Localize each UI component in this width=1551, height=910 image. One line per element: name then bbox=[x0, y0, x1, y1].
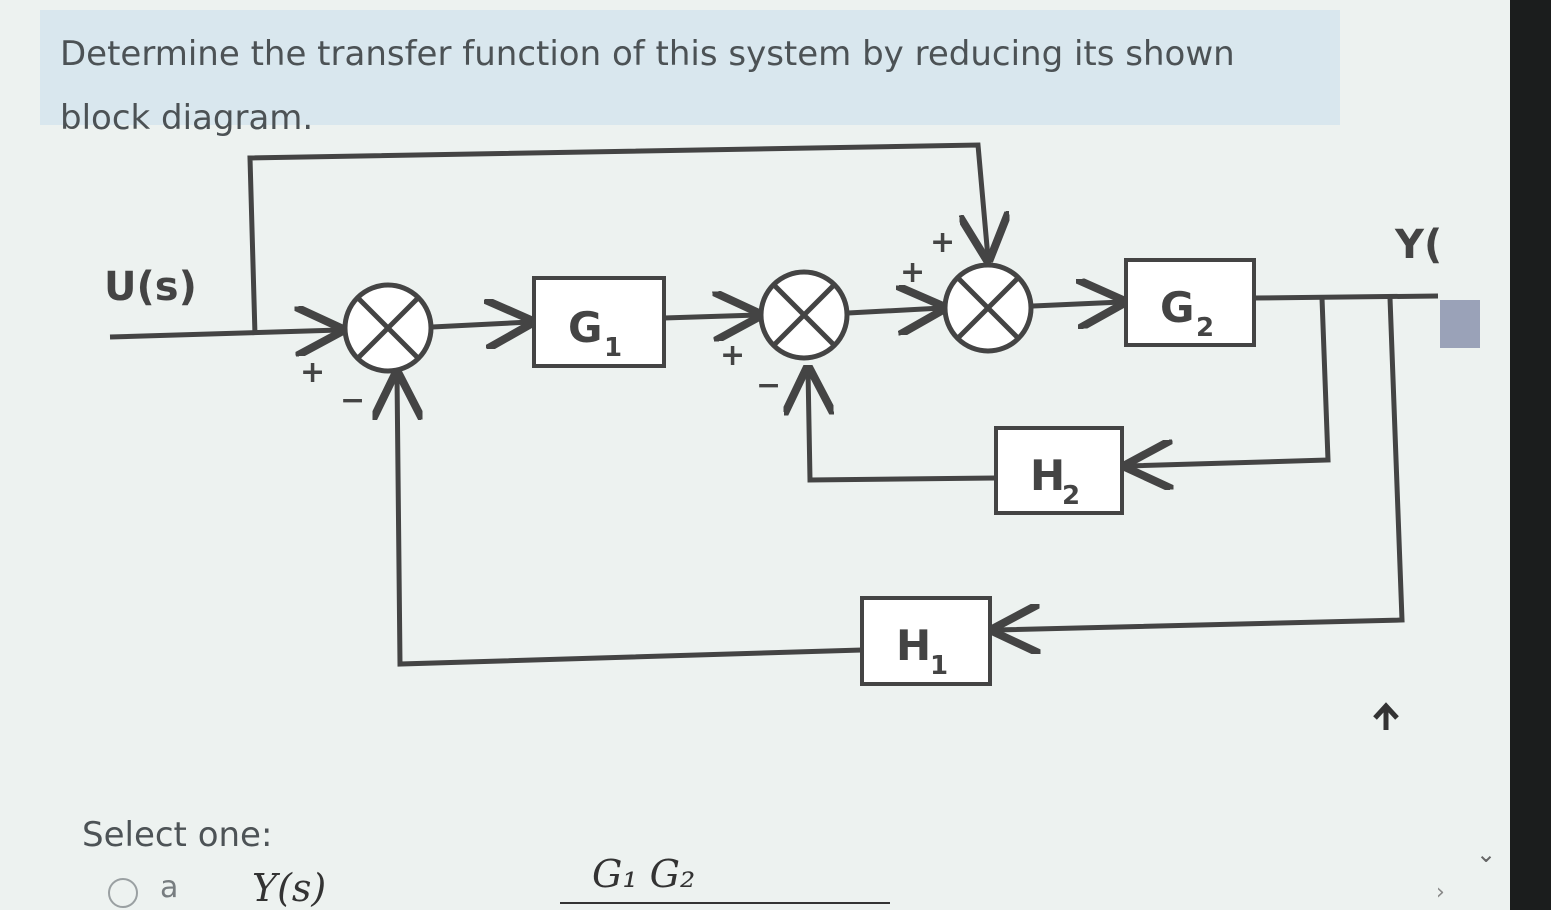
svg-text:G: G bbox=[1160, 283, 1195, 332]
output-label: Y( bbox=[1395, 222, 1443, 268]
summing-junction-1 bbox=[345, 285, 431, 371]
block-h1 bbox=[862, 598, 990, 684]
svg-text:2: 2 bbox=[1062, 481, 1081, 511]
sign-j2-minus: − bbox=[756, 368, 782, 403]
select-one-label: Select one: bbox=[82, 815, 273, 855]
block-h2 bbox=[996, 428, 1122, 513]
svg-text:2: 2 bbox=[1196, 313, 1215, 343]
sign-j1-minus: − bbox=[340, 383, 366, 418]
sign-j1-plus: + bbox=[300, 355, 326, 390]
chevron-down-icon[interactable]: ⌄ bbox=[1476, 840, 1497, 868]
svg-text:1: 1 bbox=[604, 333, 623, 363]
option-a-fraction-line bbox=[560, 902, 890, 904]
svg-text:H: H bbox=[1030, 451, 1066, 500]
sign-j3-plus-top: + bbox=[930, 225, 956, 260]
sign-j3-plus-left: + bbox=[900, 255, 926, 290]
svg-text:1: 1 bbox=[930, 651, 949, 681]
option-a-numerator: G₁ G₂ bbox=[592, 852, 696, 896]
summing-junction-2 bbox=[761, 272, 847, 358]
block-g1 bbox=[534, 278, 664, 366]
block-g2 bbox=[1126, 260, 1254, 345]
svg-text:G: G bbox=[568, 303, 603, 352]
summing-junction-3 bbox=[945, 265, 1031, 351]
option-a-radio[interactable] bbox=[108, 878, 138, 908]
question-text: Determine the transfer function of this system by reducing its shown block diagram. bbox=[60, 34, 1235, 138]
input-label: U(s) bbox=[104, 264, 197, 310]
svg-text:H: H bbox=[896, 621, 932, 670]
chevron-right-icon: › bbox=[1436, 880, 1445, 905]
option-a-letter: a bbox=[160, 870, 179, 905]
sign-j2-plus: + bbox=[720, 338, 746, 373]
up-arrow-icon bbox=[1375, 706, 1397, 730]
option-a-lhs: Y(s) bbox=[252, 866, 327, 910]
